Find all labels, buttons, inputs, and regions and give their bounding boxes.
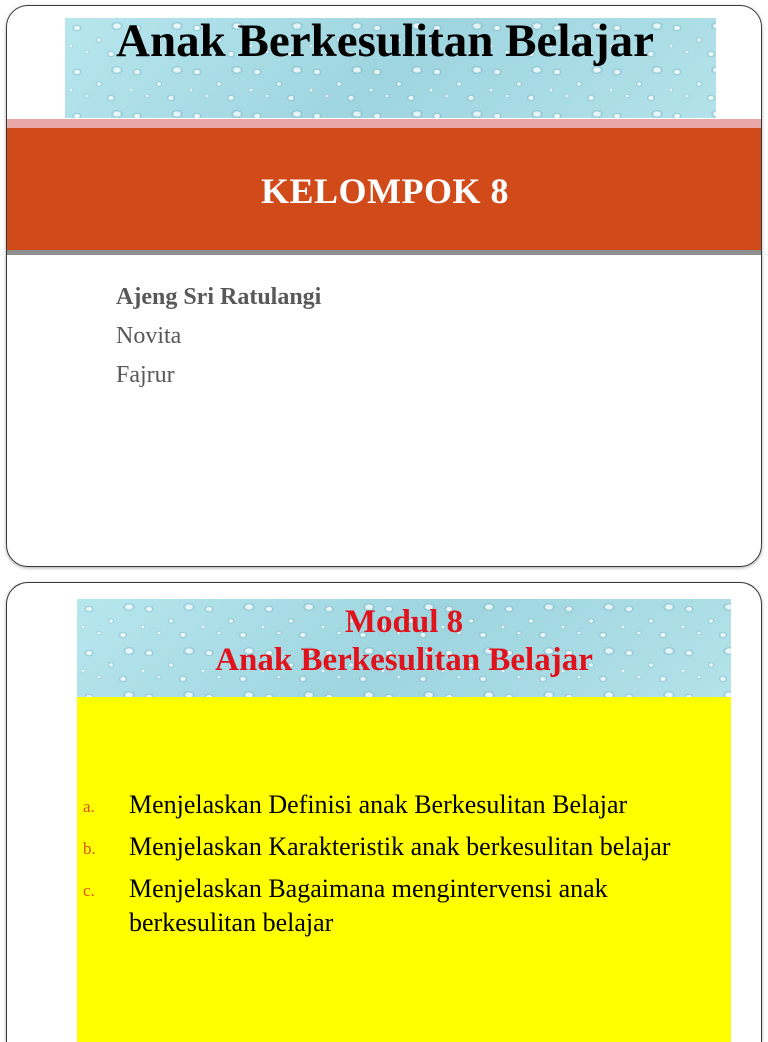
objective-text: Menjelaskan Karakteristik anak berkesulitan belajar — [129, 832, 671, 861]
objective-letter: c. — [83, 881, 95, 900]
objective-item — [83, 830, 723, 866]
slide-1 — [6, 5, 762, 567]
member-name: Ajeng Sri Ratulangi — [116, 284, 322, 310]
member-list — [116, 278, 321, 395]
slide-2-title-line-2: Anak Berkesulitan Belajar — [215, 642, 593, 678]
slide-2 — [6, 582, 762, 1042]
member-name: Novita — [116, 323, 182, 349]
objective-letter: a. — [83, 797, 95, 816]
subtitle-bar — [7, 128, 762, 255]
accent-stripe — [7, 119, 762, 128]
objective-text: Menjelaskan Definisi anak Berkesulitan Belajar — [129, 790, 628, 819]
slide-2-title — [77, 603, 731, 679]
slide-1-title: Anak Berkesulitan Belajar — [116, 15, 654, 67]
slide-2-title-line-1: Modul 8 — [344, 604, 464, 640]
objective-item — [83, 872, 723, 940]
objective-text: Menjelaskan Bagaimana mengintervensi anak berkesulitan belajar — [129, 874, 608, 937]
objective-item — [83, 788, 723, 824]
objective-list — [83, 788, 723, 946]
slide-1-subtitle: KELOMPOK 8 — [261, 171, 509, 211]
objective-letter: b. — [83, 839, 96, 858]
member-name: Fajrur — [116, 362, 175, 388]
